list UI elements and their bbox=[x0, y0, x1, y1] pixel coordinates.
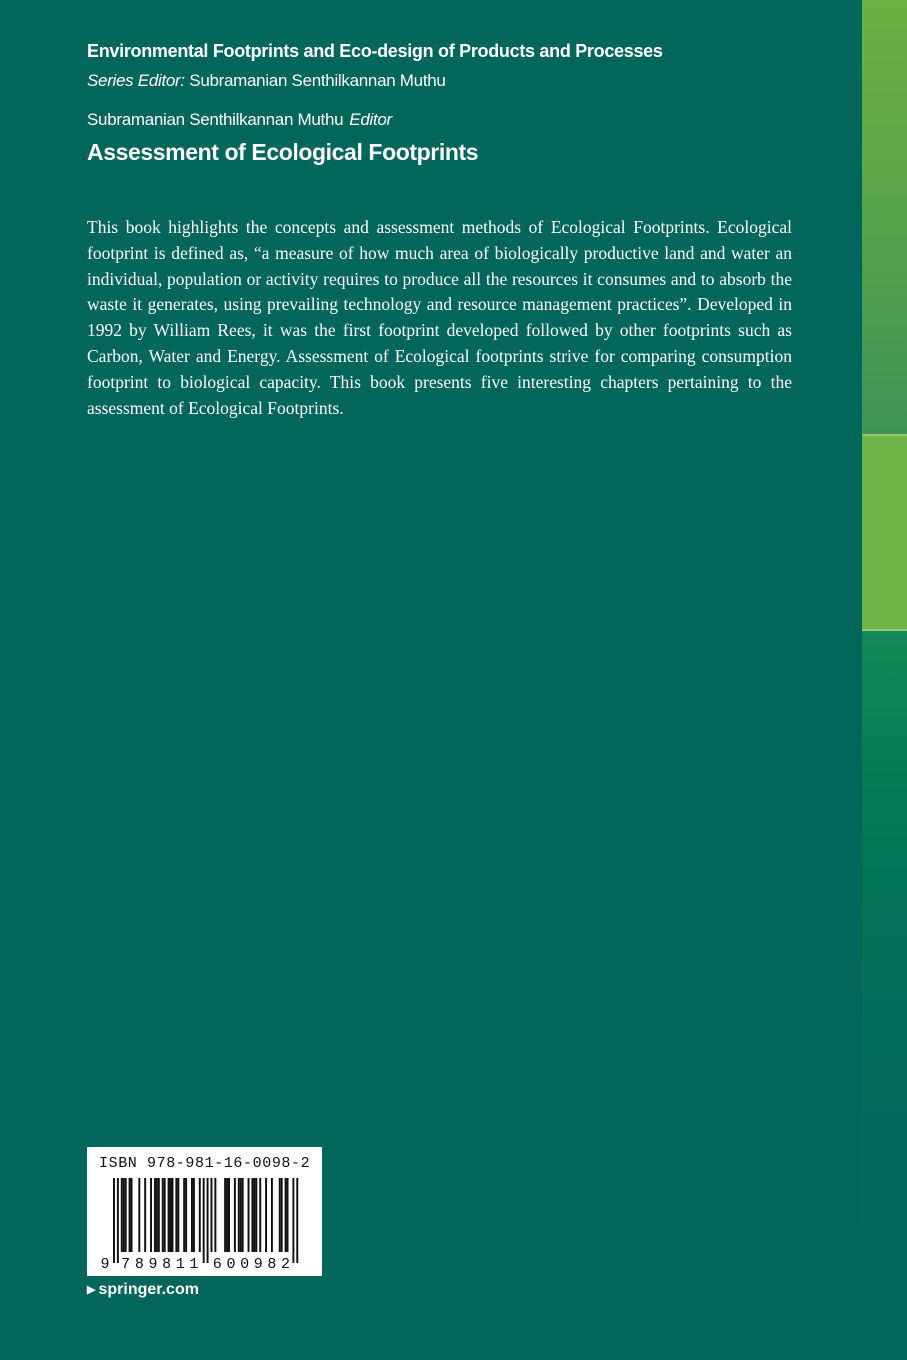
barcode-bar bbox=[253, 1178, 255, 1252]
barcode-bar bbox=[281, 1178, 283, 1252]
barcode-bar bbox=[296, 1178, 298, 1263]
barcode-bar bbox=[164, 1178, 166, 1252]
barcode-bar bbox=[168, 1178, 170, 1252]
spine-edge-strip bbox=[862, 0, 907, 1360]
barcode-digit: 2 bbox=[281, 1256, 291, 1273]
barcode-digit: 8 bbox=[162, 1256, 172, 1273]
barcode-bar bbox=[191, 1178, 193, 1252]
barcode-bar bbox=[242, 1178, 244, 1252]
isbn-label: ISBN 978-981-16-0098-2 bbox=[99, 1155, 311, 1172]
barcode-bar bbox=[162, 1178, 164, 1252]
barcode-bar bbox=[131, 1178, 133, 1252]
barcode-digit: 0 bbox=[240, 1256, 250, 1273]
barcode-bar bbox=[156, 1178, 158, 1252]
barcode-digit: 7 bbox=[121, 1256, 131, 1273]
barcode-bar bbox=[238, 1178, 240, 1252]
barcode-bar bbox=[123, 1178, 125, 1252]
book-title: Assessment of Ecological Footprints bbox=[87, 139, 479, 165]
edge-segment-top bbox=[862, 0, 907, 434]
barcode-digit: 0 bbox=[226, 1256, 236, 1273]
barcode-bar bbox=[234, 1178, 236, 1252]
isbn-barcode bbox=[87, 1147, 322, 1276]
barcode-bar bbox=[207, 1178, 209, 1263]
barcode-bar bbox=[240, 1178, 242, 1252]
series-editor bbox=[87, 71, 446, 91]
publisher-link[interactable] bbox=[87, 1281, 199, 1299]
barcode-bar bbox=[259, 1178, 261, 1252]
book-editor-name: Subramanian Senthilkannan Muthu bbox=[87, 110, 344, 129]
barcode-bar bbox=[121, 1178, 123, 1252]
barcode-bar bbox=[279, 1178, 281, 1252]
barcode-bar bbox=[285, 1178, 287, 1252]
barcode-digit: 1 bbox=[175, 1256, 185, 1273]
series-editor-name: Subramanian Senthilkannan Muthu bbox=[189, 71, 446, 90]
publisher-url: springer.com bbox=[98, 1281, 199, 1298]
barcode-bar bbox=[199, 1178, 201, 1252]
series-title: Environmental Footprints and Eco-design of Products and Processes bbox=[87, 41, 663, 61]
barcode-bar bbox=[292, 1178, 294, 1263]
barcode-digit: 9 bbox=[148, 1256, 158, 1273]
barcode-bar bbox=[214, 1178, 216, 1252]
book-editor-role: Editor bbox=[349, 110, 392, 129]
barcode-bar bbox=[226, 1178, 228, 1252]
barcode-bar bbox=[203, 1178, 205, 1263]
barcode-digit: 8 bbox=[134, 1256, 144, 1273]
barcode-bar bbox=[193, 1178, 195, 1252]
edge-segment-bottom bbox=[862, 631, 907, 1360]
barcode-digit: 6 bbox=[212, 1256, 222, 1273]
barcode-bar bbox=[287, 1178, 289, 1252]
edge-segment-middle bbox=[862, 436, 907, 629]
book-description: This book highlights the concepts and assessment methods of Ecological Footprints. Ecological footprint is defined as, “a measure of how much area of biologically productive land and water an individual, population or activity requires to produce all the resources it consumes and to absorb the waste it generates, using prevailing technology and resource management practices”. Developed in 1992 by William Rees, it was the first footprint developed followed by other footprints such as Carbon, Water and Energy. Assessment of Ecological footprints strive for comparing consumption footprint to biological capacity. This book presents five interesting chapters pertaining to the assessment of Ecological Footprints. bbox=[87, 217, 792, 418]
barcode-bar bbox=[175, 1178, 177, 1252]
barcode-bar bbox=[170, 1178, 172, 1252]
barcode-bar bbox=[125, 1178, 127, 1252]
barcode-bar bbox=[172, 1178, 174, 1252]
series-editor-label: Series Editor: bbox=[87, 71, 185, 90]
barcode-bar bbox=[251, 1178, 253, 1252]
barcode-image bbox=[87, 1147, 322, 1276]
barcode-bar bbox=[138, 1178, 140, 1252]
barcode-bar bbox=[154, 1178, 156, 1252]
barcode-digit: 1 bbox=[189, 1256, 199, 1273]
barcode-bar bbox=[185, 1178, 187, 1252]
barcode-digit: 9 bbox=[253, 1256, 263, 1273]
barcode-bar bbox=[248, 1178, 250, 1252]
barcode-digit: 9 bbox=[100, 1256, 110, 1273]
barcode-bar bbox=[150, 1178, 152, 1252]
barcode-bar bbox=[117, 1178, 119, 1263]
arrow-right-icon: ▶ bbox=[87, 1284, 96, 1296]
barcode-bar bbox=[113, 1178, 115, 1263]
barcode-bar bbox=[224, 1178, 226, 1252]
barcode-bar bbox=[144, 1178, 146, 1252]
barcode-bar bbox=[211, 1178, 213, 1252]
book-editor bbox=[87, 110, 392, 130]
barcode-bar bbox=[129, 1178, 131, 1252]
barcode-digit: 8 bbox=[267, 1256, 277, 1273]
barcode-bar bbox=[183, 1178, 185, 1252]
barcode-bar bbox=[265, 1178, 267, 1252]
barcode-bar bbox=[177, 1178, 179, 1252]
barcode-bar bbox=[228, 1178, 230, 1252]
barcode-bar bbox=[255, 1178, 257, 1252]
barcode-bar bbox=[271, 1178, 273, 1252]
barcode-bar bbox=[158, 1178, 160, 1252]
